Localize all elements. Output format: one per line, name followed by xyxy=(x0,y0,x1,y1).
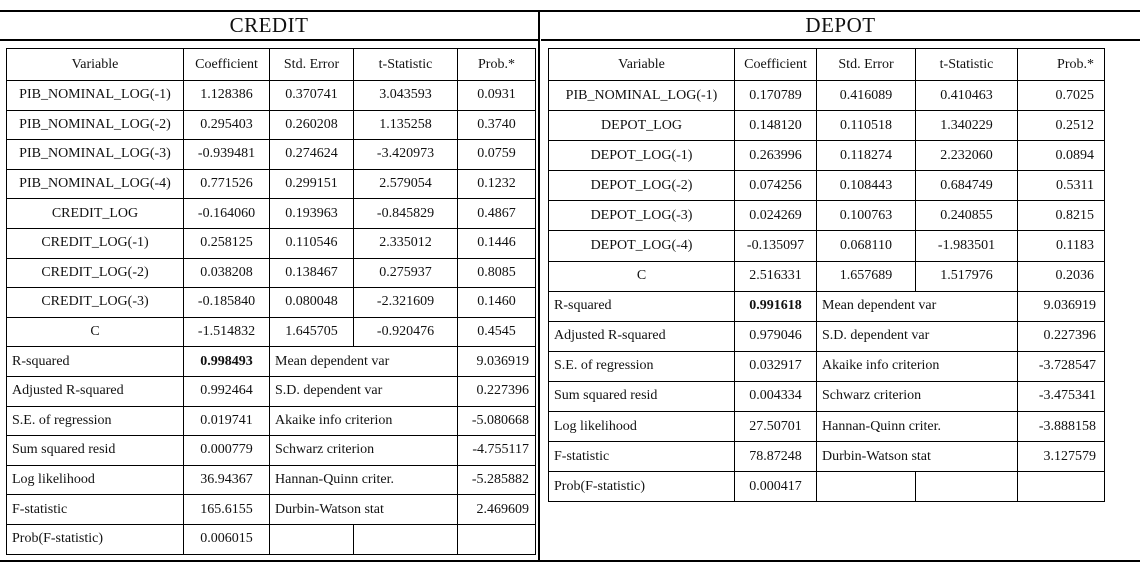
empty-cell xyxy=(458,524,536,554)
credit-regression-table xyxy=(6,48,536,555)
value-cell: 0.1446 xyxy=(458,228,536,258)
statistic-value: -5.285882 xyxy=(458,465,536,495)
value-cell: 0.4545 xyxy=(458,317,536,347)
empty-cell xyxy=(354,524,458,554)
value-cell: 1.517976 xyxy=(916,261,1018,291)
column-header: Variable xyxy=(7,49,184,81)
statistic-value: 3.127579 xyxy=(1018,442,1105,472)
variable-name-cell: C xyxy=(7,317,184,347)
value-cell: 0.038208 xyxy=(184,258,270,288)
variable-name-cell: PIB_NOMINAL_LOG(-1) xyxy=(549,81,735,111)
statistic-value: 0.006015 xyxy=(184,524,270,554)
value-cell: 0.410463 xyxy=(916,81,1018,111)
statistic-label: Mean dependent var xyxy=(270,347,458,377)
statistic-value: 78.87248 xyxy=(735,442,817,472)
statistic-value: 0.227396 xyxy=(1018,321,1105,351)
value-cell: 2.579054 xyxy=(354,169,458,199)
statistic-label: R-squared xyxy=(549,291,735,321)
value-cell: 0.024269 xyxy=(735,201,817,231)
value-cell: -0.135097 xyxy=(735,231,817,261)
statistic-label: Akaike info criterion xyxy=(817,351,1018,381)
statistic-label: Sum squared resid xyxy=(7,436,184,466)
coefficient-row xyxy=(549,81,1105,111)
statistic-value: -4.755117 xyxy=(458,436,536,466)
statistic-value: 0.991618 xyxy=(735,291,817,321)
statistic-label: Hannan-Quinn criter. xyxy=(270,465,458,495)
coefficient-row xyxy=(7,317,536,347)
coefficient-row xyxy=(7,199,536,229)
statistic-label: S.E. of regression xyxy=(549,351,735,381)
statistic-row xyxy=(549,472,1105,502)
value-cell: 0.274624 xyxy=(270,140,354,170)
statistic-value: 0.004334 xyxy=(735,381,817,411)
value-cell: 0.2512 xyxy=(1018,111,1105,141)
statistic-label: R-squared xyxy=(7,347,184,377)
variable-name-cell: DEPOT_LOG(-3) xyxy=(549,201,735,231)
value-cell: 0.148120 xyxy=(735,111,817,141)
depot-regression-table xyxy=(548,48,1105,502)
statistic-value: 9.036919 xyxy=(458,347,536,377)
coefficient-row xyxy=(549,141,1105,171)
empty-cell xyxy=(270,524,354,554)
statistic-label: S.E. of regression xyxy=(7,406,184,436)
coefficient-row xyxy=(7,81,536,111)
value-cell: 0.118274 xyxy=(817,141,916,171)
statistic-value: 0.992464 xyxy=(184,376,270,406)
statistic-value: 0.227396 xyxy=(458,376,536,406)
statistic-value: 0.000779 xyxy=(184,436,270,466)
column-header: Std. Error xyxy=(270,49,354,81)
value-cell: 0.263996 xyxy=(735,141,817,171)
value-cell: 0.138467 xyxy=(270,258,354,288)
column-header: t-Statistic xyxy=(354,49,458,81)
statistic-label: Durbin-Watson stat xyxy=(817,442,1018,472)
value-cell: 0.2036 xyxy=(1018,261,1105,291)
value-cell: 0.0894 xyxy=(1018,141,1105,171)
value-cell: 0.100763 xyxy=(817,201,916,231)
credit-header-row xyxy=(7,49,536,81)
statistic-value: -3.728547 xyxy=(1018,351,1105,381)
empty-cell xyxy=(1018,472,1105,502)
value-cell: 0.240855 xyxy=(916,201,1018,231)
value-cell: 0.1460 xyxy=(458,288,536,318)
variable-name-cell: PIB_NOMINAL_LOG(-1) xyxy=(7,81,184,111)
statistic-label: Akaike info criterion xyxy=(270,406,458,436)
coefficient-row xyxy=(549,231,1105,261)
variable-name-cell: DEPOT_LOG(-1) xyxy=(549,141,735,171)
statistic-row xyxy=(549,291,1105,321)
value-cell: 1.645705 xyxy=(270,317,354,347)
coefficient-row xyxy=(7,169,536,199)
statistic-row xyxy=(7,347,536,377)
value-cell: -0.845829 xyxy=(354,199,458,229)
statistic-row xyxy=(549,442,1105,472)
statistic-row xyxy=(7,465,536,495)
coefficient-row xyxy=(549,201,1105,231)
statistic-value: -3.888158 xyxy=(1018,412,1105,442)
statistic-label: Prob(F-statistic) xyxy=(549,472,735,502)
column-header: Std. Error xyxy=(817,49,916,81)
coefficient-row xyxy=(7,228,536,258)
depot-panel xyxy=(541,10,1140,562)
value-cell: 0.260208 xyxy=(270,110,354,140)
statistic-label: Hannan-Quinn criter. xyxy=(817,412,1018,442)
value-cell: 0.0931 xyxy=(458,81,536,111)
value-cell: -2.321609 xyxy=(354,288,458,318)
statistic-value: 0.032917 xyxy=(735,351,817,381)
value-cell: 0.3740 xyxy=(458,110,536,140)
value-cell: 1.657689 xyxy=(817,261,916,291)
statistic-label: F-statistic xyxy=(549,442,735,472)
depot-title: DEPOT xyxy=(541,10,1140,41)
statistic-label: Log likelihood xyxy=(549,412,735,442)
statistic-value: 0.998493 xyxy=(184,347,270,377)
credit-title: CREDIT xyxy=(0,10,538,41)
variable-name-cell: CREDIT_LOG xyxy=(7,199,184,229)
value-cell: 0.684749 xyxy=(916,171,1018,201)
coefficient-row xyxy=(7,288,536,318)
statistic-row xyxy=(7,495,536,525)
statistic-value: 36.94367 xyxy=(184,465,270,495)
value-cell: -0.920476 xyxy=(354,317,458,347)
coefficient-row xyxy=(549,261,1105,291)
statistic-label: Prob(F-statistic) xyxy=(7,524,184,554)
value-cell: 3.043593 xyxy=(354,81,458,111)
statistic-value: -3.475341 xyxy=(1018,381,1105,411)
statistic-row xyxy=(7,376,536,406)
statistic-label: Adjusted R-squared xyxy=(549,321,735,351)
variable-name-cell: PIB_NOMINAL_LOG(-3) xyxy=(7,140,184,170)
value-cell: 0.193963 xyxy=(270,199,354,229)
coefficient-row xyxy=(549,171,1105,201)
credit-panel xyxy=(0,10,540,562)
statistic-row xyxy=(549,412,1105,442)
statistic-value: 0.000417 xyxy=(735,472,817,502)
value-cell: 0.080048 xyxy=(270,288,354,318)
value-cell: -3.420973 xyxy=(354,140,458,170)
value-cell: 1.340229 xyxy=(916,111,1018,141)
value-cell: 0.370741 xyxy=(270,81,354,111)
statistic-label: Adjusted R-squared xyxy=(7,376,184,406)
variable-name-cell: C xyxy=(549,261,735,291)
value-cell: 0.074256 xyxy=(735,171,817,201)
value-cell: 0.068110 xyxy=(817,231,916,261)
statistic-row xyxy=(7,406,536,436)
statistic-row xyxy=(7,436,536,466)
column-header: Prob.* xyxy=(1018,49,1105,81)
statistic-label: F-statistic xyxy=(7,495,184,525)
variable-name-cell: PIB_NOMINAL_LOG(-4) xyxy=(7,169,184,199)
value-cell: 0.1232 xyxy=(458,169,536,199)
value-cell: 0.0759 xyxy=(458,140,536,170)
statistic-label: S.D. dependent var xyxy=(270,376,458,406)
statistic-value: 27.50701 xyxy=(735,412,817,442)
statistic-row xyxy=(549,381,1105,411)
statistic-value: 9.036919 xyxy=(1018,291,1105,321)
statistic-value: 0.019741 xyxy=(184,406,270,436)
empty-cell xyxy=(817,472,916,502)
value-cell: 2.335012 xyxy=(354,228,458,258)
variable-name-cell: CREDIT_LOG(-3) xyxy=(7,288,184,318)
value-cell: 2.232060 xyxy=(916,141,1018,171)
column-header: t-Statistic xyxy=(916,49,1018,81)
variable-name-cell: DEPOT_LOG(-2) xyxy=(549,171,735,201)
value-cell: 0.299151 xyxy=(270,169,354,199)
value-cell: 0.8085 xyxy=(458,258,536,288)
column-header: Coefficient xyxy=(184,49,270,81)
value-cell: 0.1183 xyxy=(1018,231,1105,261)
statistic-label: S.D. dependent var xyxy=(817,321,1018,351)
value-cell: 0.110518 xyxy=(817,111,916,141)
value-cell: 0.416089 xyxy=(817,81,916,111)
value-cell: 2.516331 xyxy=(735,261,817,291)
variable-name-cell: CREDIT_LOG(-1) xyxy=(7,228,184,258)
coefficient-row xyxy=(7,140,536,170)
statistic-value: -5.080668 xyxy=(458,406,536,436)
value-cell: -0.164060 xyxy=(184,199,270,229)
value-cell: 1.135258 xyxy=(354,110,458,140)
statistic-value: 0.979046 xyxy=(735,321,817,351)
coefficient-row xyxy=(549,111,1105,141)
statistic-label: Log likelihood xyxy=(7,465,184,495)
coefficient-row xyxy=(7,110,536,140)
value-cell: 1.128386 xyxy=(184,81,270,111)
value-cell: 0.295403 xyxy=(184,110,270,140)
statistic-label: Schwarz criterion xyxy=(270,436,458,466)
statistic-label: Mean dependent var xyxy=(817,291,1018,321)
depot-header-row xyxy=(549,49,1105,81)
value-cell: 0.170789 xyxy=(735,81,817,111)
column-header: Prob.* xyxy=(458,49,536,81)
value-cell: -0.185840 xyxy=(184,288,270,318)
value-cell: 0.108443 xyxy=(817,171,916,201)
variable-name-cell: CREDIT_LOG(-2) xyxy=(7,258,184,288)
value-cell: 0.110546 xyxy=(270,228,354,258)
value-cell: -0.939481 xyxy=(184,140,270,170)
statistic-label: Sum squared resid xyxy=(549,381,735,411)
statistic-value: 2.469609 xyxy=(458,495,536,525)
column-header: Coefficient xyxy=(735,49,817,81)
statistic-value: 165.6155 xyxy=(184,495,270,525)
statistic-label: Durbin-Watson stat xyxy=(270,495,458,525)
value-cell: 0.771526 xyxy=(184,169,270,199)
value-cell: -1.983501 xyxy=(916,231,1018,261)
value-cell: -1.514832 xyxy=(184,317,270,347)
value-cell: 0.7025 xyxy=(1018,81,1105,111)
value-cell: 0.258125 xyxy=(184,228,270,258)
empty-cell xyxy=(916,472,1018,502)
value-cell: 0.8215 xyxy=(1018,201,1105,231)
statistic-label: Schwarz criterion xyxy=(817,381,1018,411)
value-cell: 0.5311 xyxy=(1018,171,1105,201)
coefficient-row xyxy=(7,258,536,288)
variable-name-cell: DEPOT_LOG(-4) xyxy=(549,231,735,261)
variable-name-cell: PIB_NOMINAL_LOG(-2) xyxy=(7,110,184,140)
statistic-row xyxy=(549,321,1105,351)
value-cell: 0.4867 xyxy=(458,199,536,229)
column-header: Variable xyxy=(549,49,735,81)
statistic-row xyxy=(7,524,536,554)
variable-name-cell: DEPOT_LOG xyxy=(549,111,735,141)
value-cell: 0.275937 xyxy=(354,258,458,288)
statistic-row xyxy=(549,351,1105,381)
